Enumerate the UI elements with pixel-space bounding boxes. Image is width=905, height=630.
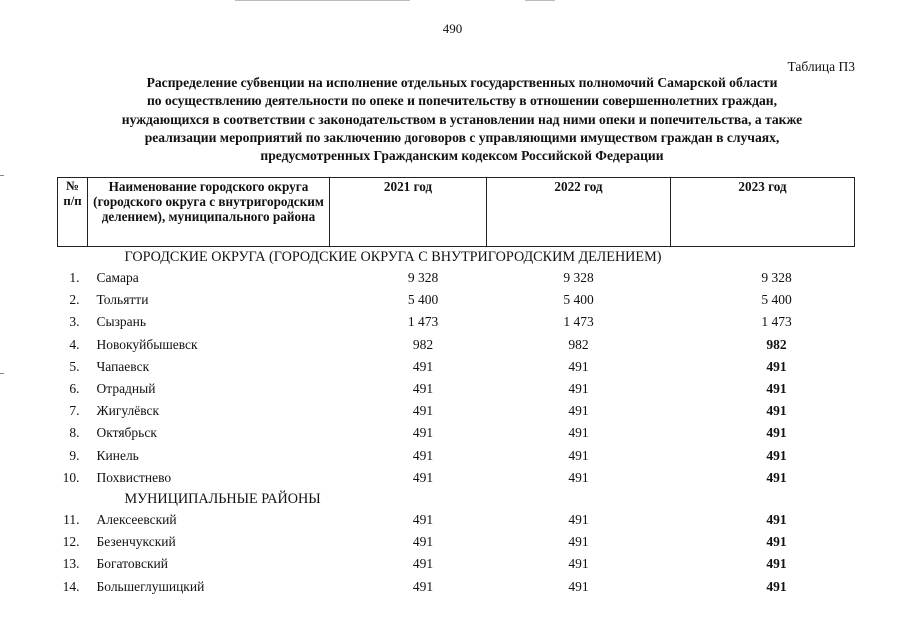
value-2022: 491 <box>568 447 589 463</box>
page-number: 490 <box>442 21 463 36</box>
municipality-name: Безенчукский <box>96 534 176 550</box>
row-number: 8. <box>69 425 80 441</box>
municipality-name: Тольятти <box>96 292 149 308</box>
value-2022: 491 <box>568 403 589 419</box>
value-2021: 491 <box>412 534 434 550</box>
table-row <box>58 509 855 531</box>
value-2023: 491 <box>766 447 787 463</box>
table-row <box>58 289 855 311</box>
value-2022: 491 <box>568 511 589 527</box>
value-2021: 1 473 <box>407 314 439 330</box>
value-2022: 491 <box>568 469 589 485</box>
row-number: 10. <box>62 469 80 485</box>
row-number: 14. <box>62 578 80 594</box>
value-2022: 491 <box>568 358 589 374</box>
value-2021: 491 <box>412 578 434 594</box>
row-number: 1. <box>69 270 80 286</box>
table-row <box>58 531 855 553</box>
subvention-table <box>57 177 855 598</box>
municipality-name: Большеглушицкий <box>96 578 205 594</box>
table-body <box>58 247 855 598</box>
municipality-name: Отрадный <box>96 381 156 397</box>
value-2021: 9 328 <box>407 270 439 286</box>
value-2023: 1 473 <box>761 314 792 330</box>
value-2021: 5 400 <box>407 292 439 308</box>
value-2023: 491 <box>766 358 787 374</box>
municipality-name: Кинель <box>96 447 139 463</box>
value-2021: 491 <box>412 556 434 572</box>
table-row <box>58 267 855 289</box>
column-header-number: № п/п <box>58 178 88 247</box>
value-2023: 9 328 <box>761 270 792 286</box>
municipality-name: Чапаевск <box>96 358 150 374</box>
value-2021: 491 <box>412 447 434 463</box>
document-title <box>72 74 852 165</box>
table-row <box>58 400 855 422</box>
table-row <box>58 553 855 575</box>
row-number: 11. <box>63 511 80 527</box>
section-spacer <box>58 489 88 509</box>
title-line: реализации мероприятий по заключению договоров с управляющими имуществом граждан в случаях, <box>144 129 780 145</box>
row-number: 6. <box>69 381 80 397</box>
value-2022: 491 <box>568 381 589 397</box>
municipality-name: Богатовский <box>96 556 168 572</box>
municipality-name: Новокуйбышевск <box>96 336 198 352</box>
row-number: 2. <box>69 292 80 308</box>
row-number: 9. <box>69 447 80 463</box>
value-2023: 982 <box>766 336 787 352</box>
section-title: МУНИЦИПАЛЬНЫЕ РАЙОНЫ <box>124 490 321 507</box>
value-2022: 1 473 <box>563 314 594 330</box>
title-line: по осуществлению деятельности по опеке и попечительству в отношении совершеннолетних граждан, <box>146 93 778 109</box>
table-row <box>58 356 855 378</box>
table-row <box>58 334 855 356</box>
column-header-2021: 2021 год <box>330 178 487 247</box>
value-2023: 491 <box>766 511 787 527</box>
section-title: ГОРОДСКИЕ ОКРУГА (ГОРОДСКИЕ ОКРУГА С ВНУТРИГОРОДСКИМ ДЕЛЕНИЕМ) <box>124 249 662 265</box>
title-line: Распределение субвенции на исполнение отдельных государственных полномочий Самарской области <box>146 75 778 90</box>
row-number: 4. <box>69 336 80 352</box>
row-number: 12. <box>62 534 80 550</box>
section-header-row <box>58 247 855 268</box>
value-2022: 491 <box>568 534 589 550</box>
value-2023: 491 <box>766 469 787 485</box>
table-header-row <box>58 178 855 247</box>
table-row <box>58 467 855 489</box>
section-header-row <box>58 489 855 509</box>
value-2023: 491 <box>766 578 787 594</box>
table-row <box>58 311 855 333</box>
municipality-name: Похвистнево <box>96 469 172 485</box>
scan-edge-mark <box>235 0 410 1</box>
column-header-2022: 2022 год <box>487 178 671 247</box>
value-2023: 491 <box>766 425 787 441</box>
value-2023: 491 <box>766 403 787 419</box>
value-2023: 491 <box>766 556 787 572</box>
value-2021: 491 <box>412 469 434 485</box>
scan-edge-mark <box>525 0 555 1</box>
scan-edge-mark <box>0 373 4 374</box>
value-2023: 5 400 <box>761 292 792 308</box>
municipality-name: Алексеевский <box>96 511 177 527</box>
section-spacer <box>58 247 88 268</box>
municipality-name: Сызрань <box>96 314 147 330</box>
value-2021: 491 <box>412 511 434 527</box>
value-2022: 491 <box>568 556 589 572</box>
value-2022: 491 <box>568 578 589 594</box>
value-2022: 5 400 <box>563 292 594 308</box>
value-2021: 491 <box>412 381 434 397</box>
value-2021: 982 <box>412 336 434 352</box>
municipality-name: Октябрьск <box>96 425 157 441</box>
table-row <box>58 575 855 597</box>
value-2023: 491 <box>766 381 787 397</box>
title-line: предусмотренных Гражданским кодексом Российской Федерации <box>260 148 664 164</box>
column-header-2023: 2023 год <box>671 178 855 247</box>
value-2022: 982 <box>568 336 589 352</box>
table-row <box>58 445 855 467</box>
scan-edge-mark <box>0 175 4 176</box>
title-line: нуждающихся в соответствии с законодательством в установлении над ними опеки и попечительства, а также <box>121 111 803 127</box>
value-2021: 491 <box>412 358 434 374</box>
municipality-name: Жигулёвск <box>96 403 160 419</box>
table-row <box>58 422 855 444</box>
municipality-name: Самара <box>96 270 139 286</box>
value-2021: 491 <box>412 425 434 441</box>
value-2023: 491 <box>766 534 787 550</box>
table-label: Таблица П3 <box>787 59 855 74</box>
value-2021: 491 <box>412 403 434 419</box>
column-header-name: Наименование городского округа (городского округа с внутригородским делением), муниципального района <box>88 178 330 247</box>
table-row <box>58 378 855 400</box>
row-number: 5. <box>69 358 80 374</box>
value-2022: 491 <box>568 425 589 441</box>
row-number: 3. <box>69 314 80 330</box>
row-number: 13. <box>62 556 80 572</box>
row-number: 7. <box>69 403 80 419</box>
value-2022: 9 328 <box>563 270 594 286</box>
